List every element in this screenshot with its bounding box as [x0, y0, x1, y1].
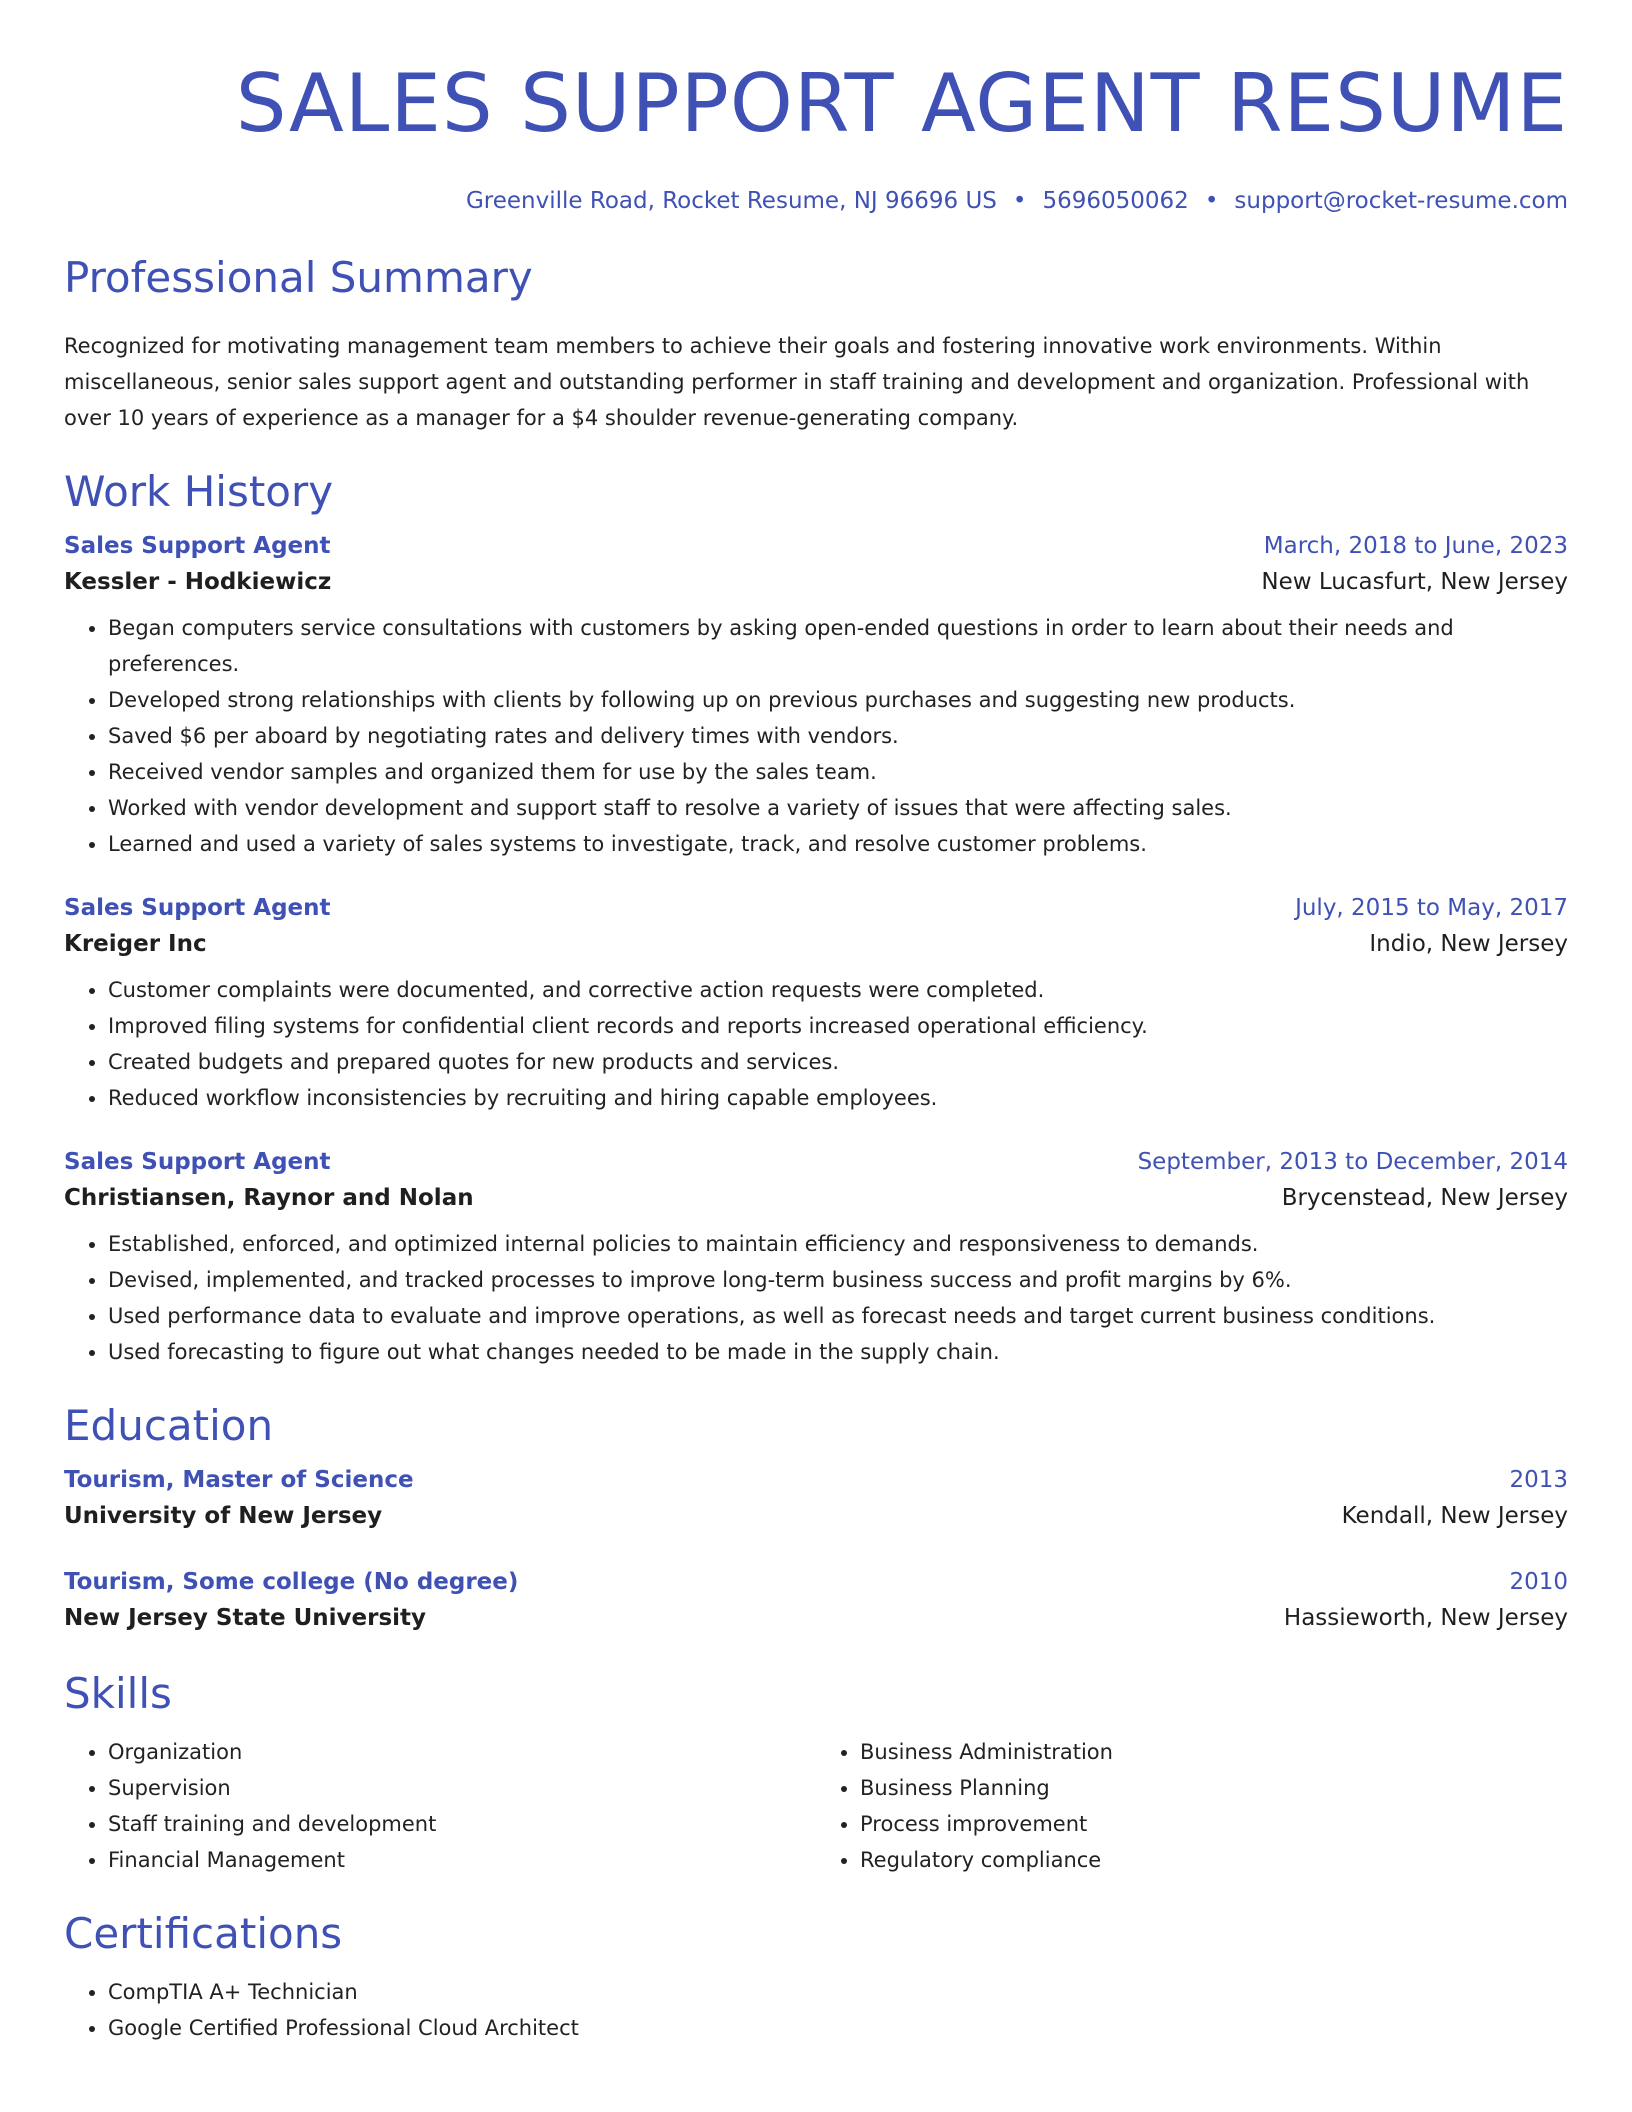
job-bullet: • Reduced workflow inconsistencies by recruiting and hiring capable employees.	[108, 1080, 1568, 1116]
skill-item: • Process improvement	[860, 1806, 1568, 1842]
job-dates: July, 2015 to May, 2017	[1295, 895, 1568, 921]
certifications-list	[64, 1974, 1568, 2046]
certification-item: • Google Certified Professional Cloud Architect	[108, 2010, 1568, 2046]
job-bullet: • Improved filing systems for confidential client records and reports increased operational efficiency.	[108, 1008, 1568, 1044]
job-bullet: • Learned and used a variety of sales systems to investigate, track, and resolve customer problems.	[108, 826, 1568, 862]
job-dates: March, 2018 to June, 2023	[1263, 533, 1568, 559]
job-title: Sales Support Agent	[64, 1149, 331, 1175]
job-bullet: • Customer complaints were documented, and corrective action requests were completed.	[108, 972, 1568, 1008]
certification-item: • CompTIA A+ Technician	[108, 1974, 1568, 2010]
skills-grid	[64, 1720, 1568, 1878]
job-entry	[64, 530, 1568, 862]
resume-title: SALES SUPPORT AGENT RESUME	[235, 57, 1568, 150]
education-entry	[64, 1566, 1568, 1638]
contact-line	[64, 186, 1568, 216]
job-entry	[64, 1146, 1568, 1370]
job-bullet: • Used performance data to evaluate and improve operations, as well as forecast needs and target current business conditions.	[108, 1298, 1568, 1334]
education-location: Kendall, New Jersey	[1341, 1503, 1568, 1529]
education-heading: Education	[64, 1401, 274, 1450]
job-bullet: • Established, enforced, and optimized internal policies to maintain efficiency and responsiveness to demands.	[108, 1226, 1568, 1262]
contact-phone: 5696050062	[1042, 188, 1189, 214]
skill-item: • Business Administration	[860, 1734, 1568, 1770]
job-location: Brycenstead, New Jersey	[1281, 1185, 1568, 1211]
job-location: New Lucasfurt, New Jersey	[1261, 569, 1568, 595]
education-school: University of New Jersey	[64, 1503, 383, 1529]
contact-address: Greenville Road, Rocket Resume, NJ 96696 US	[465, 188, 997, 214]
job-location: Indio, New Jersey	[1369, 931, 1568, 957]
skill-item: • Staff training and development	[108, 1806, 816, 1842]
contact-separator: •	[1012, 188, 1027, 214]
skills-list-left	[64, 1734, 816, 1878]
job-bullets	[64, 972, 1568, 1116]
job-bullet: • Used forecasting to figure out what changes needed to be made in the supply chain.	[108, 1334, 1568, 1370]
skills-list-right	[816, 1734, 1568, 1878]
skill-item: • Supervision	[108, 1770, 816, 1806]
job-dates: September, 2013 to December, 2014	[1137, 1149, 1568, 1175]
summary-heading: Professional Summary	[64, 253, 533, 302]
job-company: Christiansen, Raynor and Nolan	[64, 1185, 474, 1211]
skill-item: • Regulatory compliance	[860, 1842, 1568, 1878]
job-company: Kreiger Inc	[64, 931, 207, 957]
job-title: Sales Support Agent	[64, 895, 331, 921]
job-title: Sales Support Agent	[64, 533, 331, 559]
certifications-heading: Certifications	[64, 1909, 343, 1958]
education-location: Hassieworth, New Jersey	[1283, 1605, 1568, 1631]
skill-item: • Business Planning	[860, 1770, 1568, 1806]
job-bullet: • Received vendor samples and organized them for use by the sales team.	[108, 754, 1568, 790]
job-bullet: • Worked with vendor development and support staff to resolve a variety of issues that were affecting sales.	[108, 790, 1568, 826]
job-company: Kessler - Hodkiewicz	[64, 569, 332, 595]
job-bullet: • Saved $6 per aboard by negotiating rates and delivery times with vendors.	[108, 718, 1568, 754]
job-entry	[64, 892, 1568, 1116]
job-bullets	[64, 1226, 1568, 1370]
education-degree: Tourism, Some college (No degree)	[64, 1569, 519, 1595]
work-history-heading: Work History	[64, 467, 334, 516]
education-year: 2013	[1509, 1467, 1568, 1493]
education-year: 2010	[1509, 1569, 1568, 1595]
skills-heading: Skills	[64, 1669, 172, 1718]
education-degree: Tourism, Master of Science	[64, 1467, 414, 1493]
job-bullet: • Began computers service consultations with customers by asking open-ended questions in order to learn about their needs and preferences.	[108, 610, 1568, 682]
job-bullet: • Created budgets and prepared quotes for new products and services.	[108, 1044, 1568, 1080]
job-bullet: • Devised, implemented, and tracked processes to improve long-term business success and profit margins by 6%.	[108, 1262, 1568, 1298]
skill-item: • Financial Management	[108, 1842, 816, 1878]
job-bullet: • Developed strong relationships with clients by following up on previous purchases and suggesting new products.	[108, 682, 1568, 718]
skill-item: • Organization	[108, 1734, 816, 1770]
summary-text: Recognized for motivating management team members to achieve their goals and fostering innovative work environments. Within miscellaneous, senior sales support agent and outstanding performer in staff training and development and organization. Professional with over 10 years of experience as a manager for a $4 shoulder revenue-generating company.	[64, 334, 1530, 430]
education-entry	[64, 1464, 1568, 1536]
contact-email: support@rocket-resume.com	[1234, 188, 1568, 214]
education-school: New Jersey State University	[64, 1605, 427, 1631]
job-bullets	[64, 610, 1568, 862]
contact-separator: •	[1204, 188, 1219, 214]
